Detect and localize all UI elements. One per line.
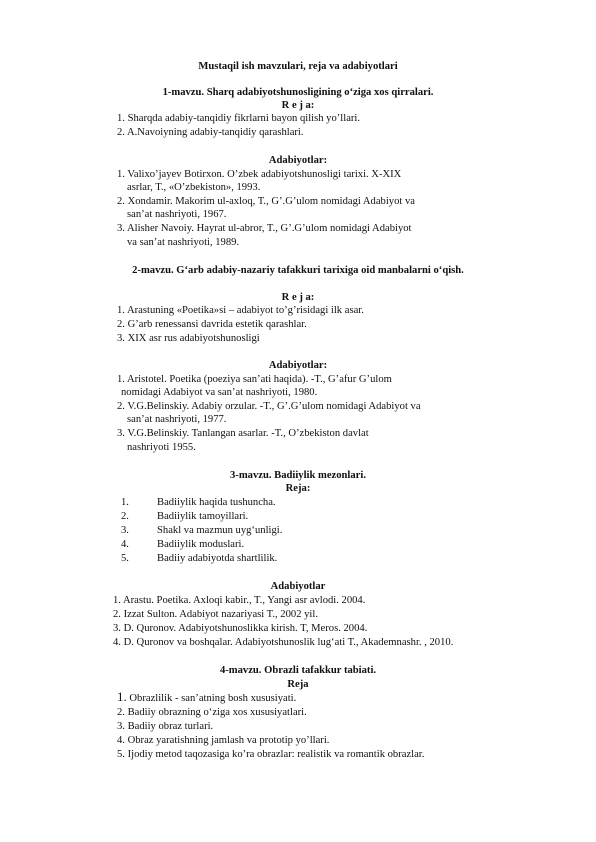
topic-1-lit-line: va san’at nashriyoti, 1989. (127, 237, 240, 248)
topic-1-literature-heading: Adabiyotlar: (268, 155, 328, 166)
topic-3-heading: 3-mavzu. Badiiylik mezonlari. (230, 470, 366, 481)
topic-4-heading: 4-mavzu. Obrazli tafakkur tabiati. (219, 665, 377, 676)
topic-2-lit-line: 3. V.G.Belinskiy. Tanlangan asarlar. -T., O’zbekiston davlat (117, 428, 369, 439)
topic-2-lit-line: 1. Aristotel. Poetika (poeziya san’ati haqida). -T., G’afur G’ulom (117, 374, 392, 385)
topic-1-lit-line: 2. Xondamir. Makorim ul-axloq, T., G’.G’ulom nomidagi Adabiyot va (117, 196, 415, 207)
topic-3-lit-line: 4. D. Quronov va boshqalar. Adabiyotshunoslik lug‘ati T., Akademnashr. , 2010. (113, 637, 454, 648)
page-title: Mustaqil ish mavzulari, reja va adabiyotlari (198, 61, 398, 72)
topic-2-lit-line: 2. V.G.Belinskiy. Adabiy orzular. -T., G’.G’ulom nomidagi Adabiyot va (117, 401, 421, 412)
topic-3-lit-line: 1. Arastu. Poetika. Axloqi kabir., T., Yangi asr avlodi. 2004. (113, 595, 366, 606)
topic-3-plan-item: Shakl va mazmun uyg‘unligi. (157, 525, 283, 536)
topic-3-literature-heading: Adabiyotlar (270, 581, 326, 592)
topic-4-plan-item: 3. Badiiy obraz turlari. (117, 721, 214, 732)
topic-3-reja: Reja: (285, 483, 311, 494)
topic-2-heading: 2-mavzu. G‘arb adabiy-nazariy tafakkuri tarixiga oid manbalarni o‘qish. (132, 265, 464, 276)
topic-3-plan-number: 5. (121, 553, 129, 564)
topic-3-plan-item: Badiiylik moduslari. (157, 539, 245, 550)
topic-4-plan-number: 1. (117, 689, 127, 704)
topic-1-lit-line: 1. Valixo’jayev Botirxon. O’zbek adabiyotshunosligi tarixi. X-XIX (117, 169, 402, 180)
topic-4-plan-item (117, 690, 296, 705)
topic-1-plan-item: 2. A.Navoiyning adabiy-tanqidiy qarashlari. (117, 127, 304, 138)
topic-2-literature-heading: Adabiyotlar: (268, 360, 328, 371)
topic-1-heading: 1-mavzu. Sharq adabiyotshunosligining o‘ziga xos qirralari. (162, 87, 434, 98)
topic-4-plan-item: 2. Badiiy obrazning o‘ziga xos xususiyatlari. (117, 707, 307, 718)
topic-3-plan-number: 3. (121, 525, 129, 536)
topic-3-lit-line: 2. Izzat Sulton. Adabiyot nazariyasi T., 2002 yil. (113, 609, 318, 620)
topic-3-lit-line: 3. D. Quronov. Adabiyotshunoslikka kirish. T, Meros. 2004. (113, 623, 368, 634)
topic-4-reja: Reja (287, 679, 309, 690)
topic-1-lit-line: 3. Alisher Navoiy. Hayrat ul-abror, T., G’.G’ulom nomidagi Adabiyot (117, 223, 412, 234)
topic-3-plan-number: 1. (121, 497, 129, 508)
topic-1-reja: R e j a: (281, 100, 315, 111)
topic-3-plan-item: Badiiy adabiyotda shartlilik. (157, 553, 278, 564)
topic-1-plan-item: 1. Sharqda adabiy-tanqidiy fikrlarni bayon qilish yo’llari. (117, 113, 361, 124)
topic-1-lit-line: asrlar, T., «O’zbekiston», 1993. (127, 182, 261, 193)
topic-2-lit-line: san’at nashriyoti, 1977. (127, 414, 227, 425)
topic-2-lit-line: nashriyoti 1955. (127, 442, 196, 453)
topic-2-plan-item: 1. Arastuning «Poetika»si – adabiyot to’g’risidagi ilk asar. (117, 305, 364, 316)
topic-3-plan-item: Badiiylik haqida tushuncha. (157, 497, 276, 508)
topic-4-plan-text: Obrazlilik - san’atning bosh xususiyati. (126, 693, 297, 704)
topic-2-reja: R e j a: (281, 292, 315, 303)
topic-3-plan-number: 4. (121, 539, 129, 550)
topic-2-lit-line: nomidagi Adabiyot va san’at nashriyoti, 1980. (121, 387, 318, 398)
topic-4-plan-item: 5. Ijodiy metod taqozasiga ko’ra obrazlar: realistik va romantik obrazlar. (117, 749, 425, 760)
topic-1-lit-line: san’at nashriyoti, 1967. (127, 209, 227, 220)
topic-2-plan-item: 3. XIX asr rus adabiyotshunosligi (117, 333, 260, 344)
topic-4-plan-item: 4. Obraz yaratishning jamlash va prototip yo’llari. (117, 735, 330, 746)
topic-2-plan-item: 2. G’arb renessansi davrida estetik qarashlar. (117, 319, 307, 330)
topic-3-plan-number: 2. (121, 511, 129, 522)
topic-3-plan-item: Badiiylik tamoyillari. (157, 511, 249, 522)
